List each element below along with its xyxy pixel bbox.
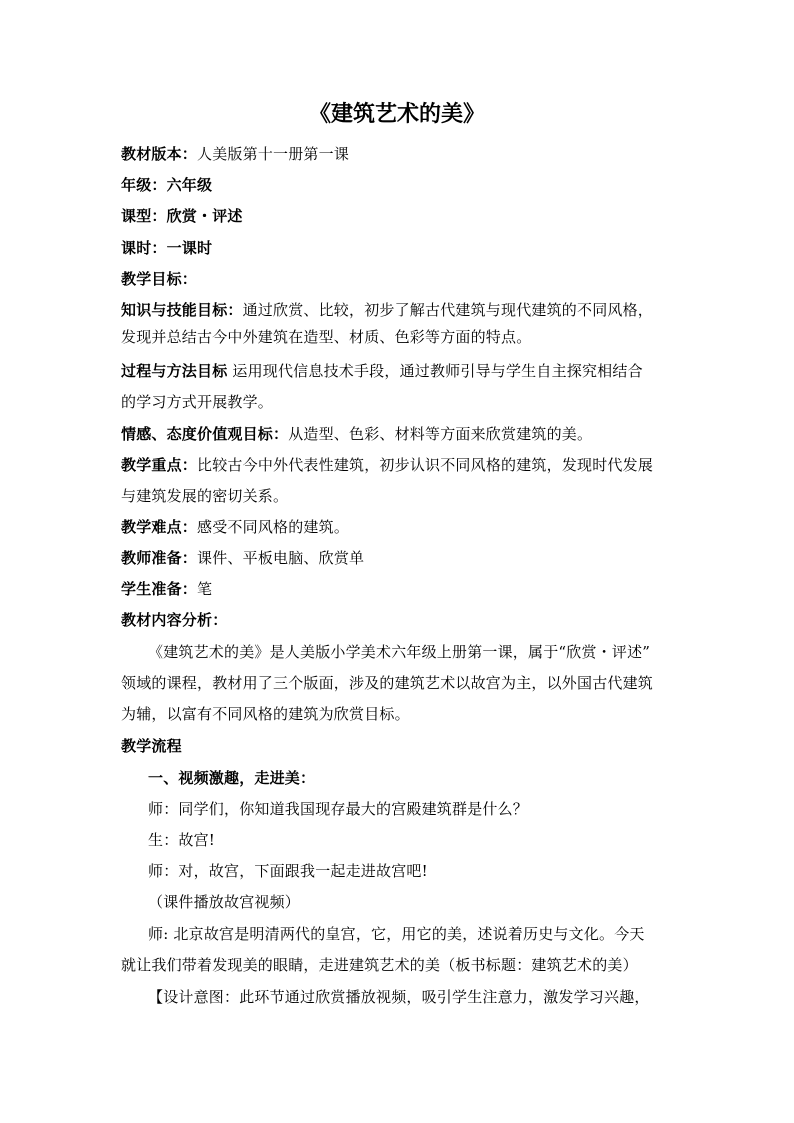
- dialog-teacher-3-line-2: 就让我们带着发现美的眼睛，走进建筑艺术的美（板书标题：建筑艺术的美）: [121, 956, 638, 974]
- dialog-student-1: 生：故宫!: [148, 831, 216, 849]
- process-heading: 教学流程: [121, 737, 182, 755]
- duration-line: 课时：一课时: [121, 239, 213, 257]
- knowledge-goal-text-1: 通过欣赏、比较，初步了解古代建筑与现代建筑的不同风格，: [242, 301, 654, 319]
- analysis-heading: 教材内容分析：: [121, 611, 228, 629]
- analysis-line-2: 领域的课程，教材用了三个版面，涉及的建筑艺术以故宫为主，以外国古代建筑: [121, 674, 654, 692]
- textbook-version-value: 人美版第十一册第一课: [197, 145, 350, 163]
- knowledge-goal-label: 知识与技能目标：: [121, 301, 243, 319]
- analysis-line-3: 为辅，以富有不同风格的建筑为欣赏目标。: [121, 705, 410, 723]
- lesson-type-line: 课型：欣赏・评述: [121, 207, 243, 225]
- goals-heading: 教学目标：: [121, 270, 198, 288]
- step1-heading: 一、视频激趣，走进美：: [148, 769, 316, 787]
- student-prep-line: [121, 578, 681, 600]
- student-prep-label: 学生准备：: [121, 580, 198, 598]
- grade-line: 年级：六年级: [121, 176, 213, 194]
- process-goal-text-1: 运用现代信息技术手段，通过教师引导与学生自主探究相结合: [232, 362, 643, 380]
- key-focus-text-1: 比较古今中外代表性建筑，初步认识不同风格的建筑，发现时代发展: [197, 456, 654, 474]
- design-intent-line: 【设计意图：此环节通过欣赏播放视频，吸引学生注意力，激发学习兴趣，: [148, 988, 650, 1006]
- emotion-goal-label: 情感、态度价值观目标：: [121, 425, 289, 443]
- key-focus-label: 教学重点：: [121, 456, 198, 474]
- teacher-prep-label: 教师准备：: [121, 549, 198, 567]
- dialog-teacher-1: 师：同学们，你知道我国现存最大的宫殿建筑群是什么？: [148, 800, 529, 818]
- teacher-prep-text: 课件、平板电脑、欣赏单: [197, 549, 365, 567]
- difficulty-line: [121, 516, 681, 538]
- teacher-prep-line: [121, 547, 681, 569]
- process-goal-line-1: [121, 360, 681, 382]
- analysis-line-1: 《建筑艺术的美》是人美版小学美术六年级上册第一课，属于“欣赏・评述”: [148, 643, 651, 661]
- student-prep-text: 笔: [197, 580, 213, 598]
- dialog-teacher-2: 师：对，故宫，下面跟我一起走进故宫吧!: [148, 862, 428, 880]
- dialog-teacher-3-line-1: 师: 北京故宫是明清两代的皇宫，它，用它的美，述说着历史与文化。今天: [148, 925, 645, 943]
- knowledge-goal-line-1: [121, 299, 681, 321]
- document-title: 《建筑艺术的美》: [308, 101, 485, 127]
- textbook-version-line: [121, 143, 681, 165]
- process-goal-line-2: 的学习方式开展教学。: [121, 393, 274, 411]
- video-note: （课件播放故宫视频）: [148, 893, 301, 911]
- emotion-goal-text: 从造型、色彩、材料等方面来欣赏建筑的美。: [288, 425, 593, 443]
- key-focus-line-2: 与建筑发展的密切关系。: [121, 487, 289, 505]
- process-goal-label: 过程与方法目标: [121, 362, 228, 380]
- difficulty-label: 教学难点：: [121, 518, 198, 536]
- knowledge-goal-line-2: 发现并总结古今中外建筑在造型、材质、色彩等方面的特点。: [121, 328, 532, 346]
- key-focus-line-1: [121, 454, 681, 476]
- textbook-version-label: 教材版本：: [121, 145, 198, 163]
- emotion-goal-line: [121, 423, 681, 445]
- difficulty-text: 感受不同风格的建筑。: [197, 518, 350, 536]
